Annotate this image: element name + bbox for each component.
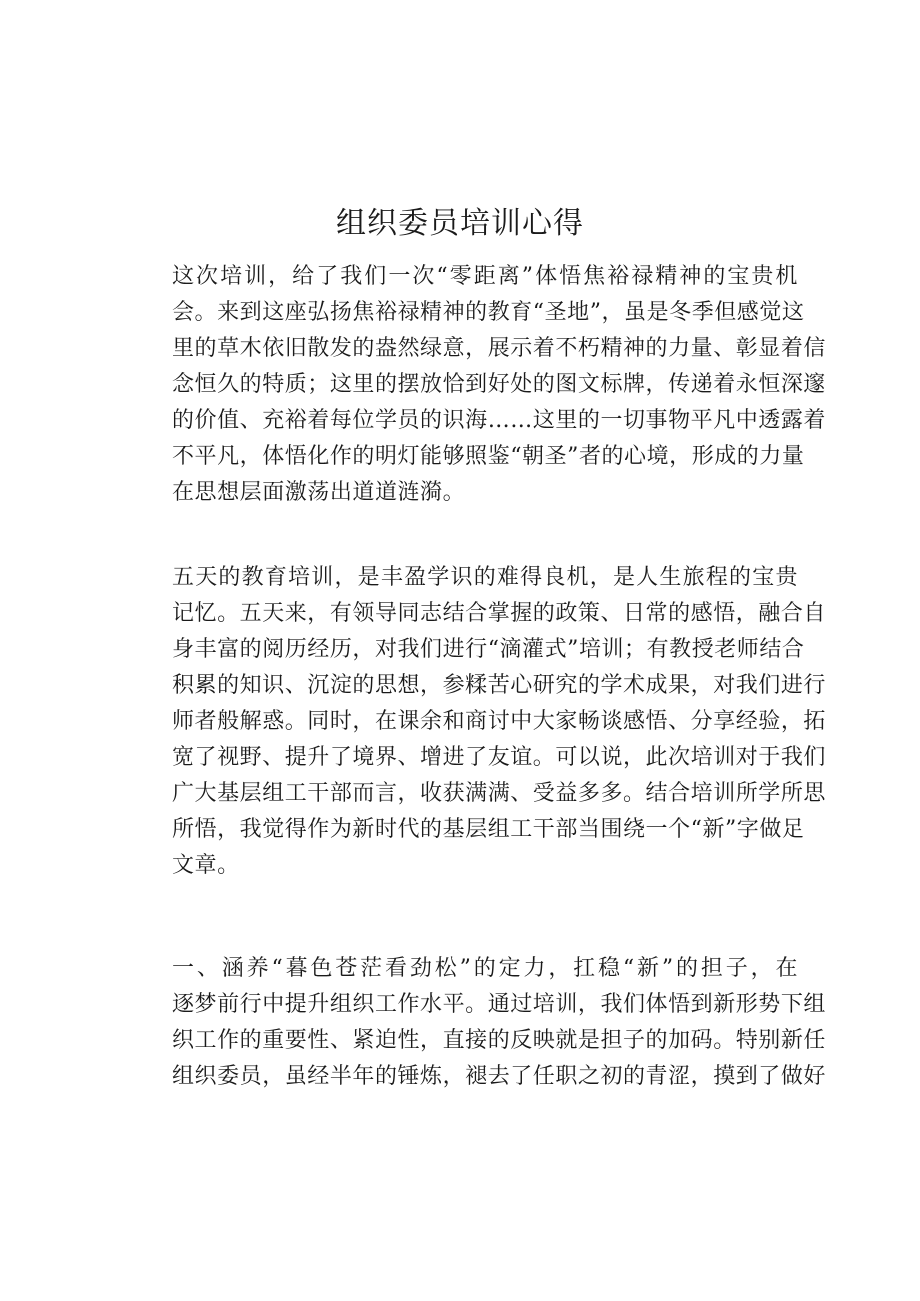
paragraph-line: 身丰富的阅历经历，对我们进行“滴灌式”培训；有教授老师结合 [172, 637, 805, 662]
paragraph-line: 在思想层面激荡出道道涟漪。 [172, 480, 466, 505]
paragraph-line: 念恒久的特质；这里的摆放恰到好处的图文标牌，传递着永恒深邃 [172, 372, 826, 397]
paragraph-line: 逐梦前行中提升组织工作水平。通过培训，我们体悟到新形势下组 [172, 992, 826, 1017]
paragraph-line: 所悟，我觉得作为新时代的基层组工干部当围绕一个“新”字做足 [172, 817, 805, 842]
paragraph-line: 的价值、充裕着每位学员的识海……这里的一切事物平凡中透露着 [172, 408, 826, 433]
paragraph-line: 五天的教育培训，是丰盈学识的难得良机，是人生旅程的宝贵 [172, 565, 798, 590]
paragraph-line: 文章。 [172, 853, 240, 878]
paragraph-line: 里的草木依旧散发的盎然绿意，展示着不朽精神的力量、彰显着信 [172, 336, 826, 361]
paragraph-1 [128, 259, 826, 511]
document-title: 组织委员培训心得 [336, 206, 584, 241]
paragraph-line: 师者般解惑。同时，在课余和商讨中大家畅谈感悟、分享经验，拓 [172, 709, 826, 734]
paragraph-line: 这次培训，给了我们一次“零距离”体悟焦裕禄精神的宝贵机 [172, 264, 798, 289]
paragraph-2 [128, 560, 826, 884]
paragraph-line: 不平凡，体悟化作的明灯能够照鉴“朝圣”者的心境，形成的力量 [172, 444, 805, 469]
paragraph-line: 广大基层组工干部而言，收获满满、受益多多。结合培训所学所思 [172, 781, 826, 806]
paragraph-line: 组织委员，虽经半年的锤炼，褪去了任职之初的青涩，摸到了做好 [172, 1064, 826, 1089]
paragraph-3 [128, 951, 826, 1095]
paragraph-line: 织工作的重要性、紧迫性，直接的反映就是担子的加码。特别新任 [172, 1028, 826, 1053]
paragraph-line: 积累的知识、沉淀的思想，参糅苦心研究的学术成果，对我们进行 [172, 673, 826, 698]
paragraph-line: 记忆。五天来，有领导同志结合掌握的政策、日常的感悟，融合自 [172, 601, 826, 626]
paragraph-line: 宽了视野、提升了境界、增进了友谊。可以说，此次培训对于我们 [172, 745, 826, 770]
paragraph-line: 一、涵养“暮色苍茫看劲松”的定力，扛稳“新”的担子，在 [172, 956, 798, 981]
paragraph-line: 会。来到这座弘扬焦裕禄精神的教育“圣地”，虽是冬季但感觉这 [172, 300, 805, 325]
